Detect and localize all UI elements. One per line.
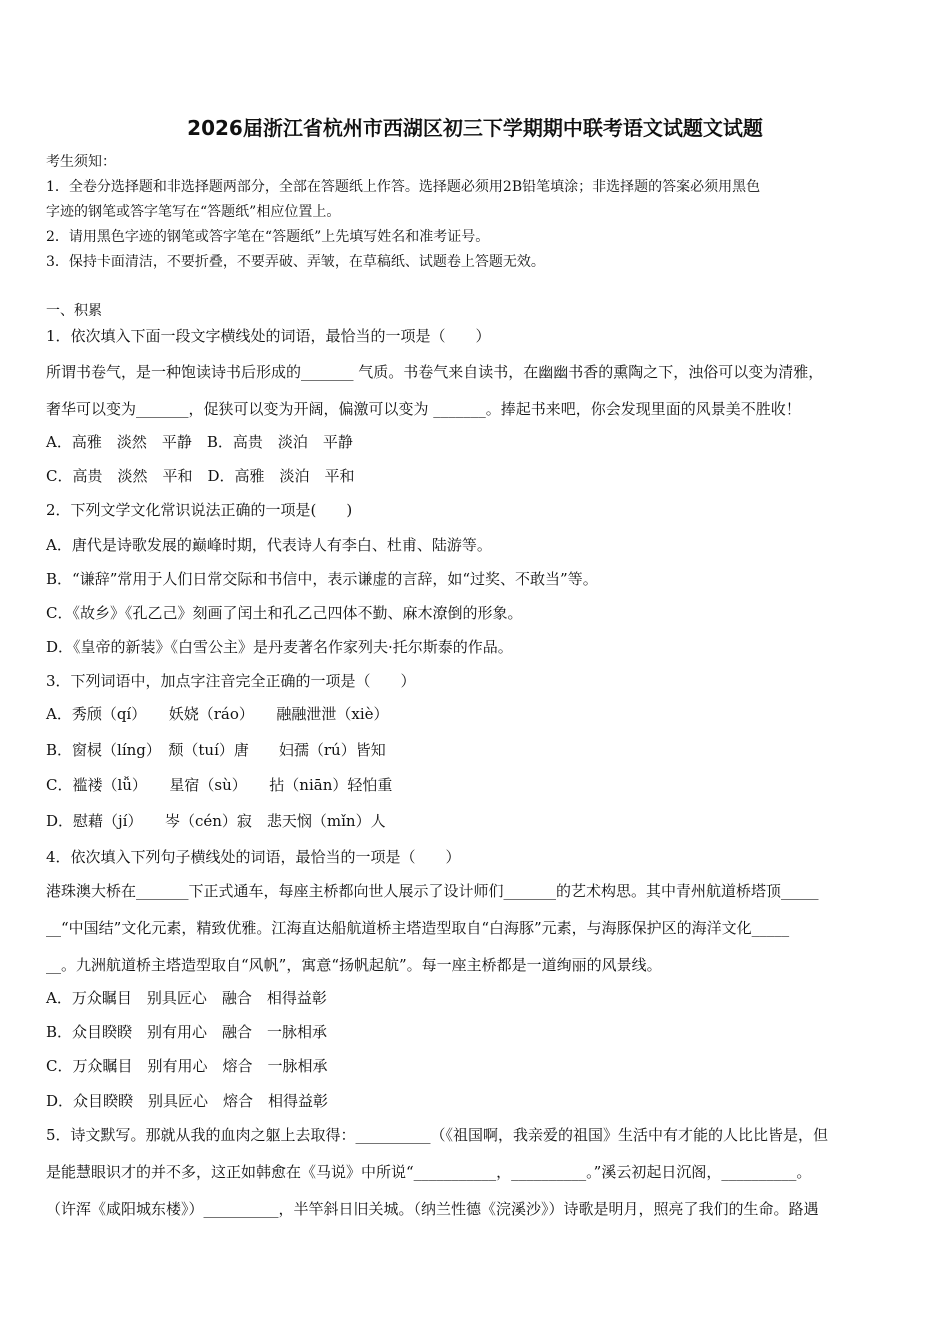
question-4-option-c: C．万众瞩目 别有用心 熔合 一脉相承 bbox=[46, 1057, 328, 1075]
question-5-text: 5．诗文默写。那就从我的血肉之躯上去取得：__________（《祖国啊，我亲爱的祖国》生活中有才能的人比比皆是，但 bbox=[46, 1126, 829, 1144]
question-5-text: 是能慧眼识才的并不多，这正如韩愈在《马说》中所说“___________，__________。”溪云初起日沉阁，__________。 bbox=[46, 1163, 812, 1181]
question-2-option-b: B．“谦辞”常用于人们日常交际和书信中，表示谦虚的言辞，如“过奖、不敢当”等。 bbox=[46, 570, 598, 588]
question-4-option-d: D．众目睽睽 别具匠心 熔合 相得益彰 bbox=[46, 1092, 329, 1110]
question-2-option-a: A．唐代是诗歌发展的巅峰时期，代表诗人有李白、杜甫、陆游等。 bbox=[46, 536, 492, 554]
question-4-option-a: A．万众瞩目 别具匠心 融合 相得益彰 bbox=[46, 989, 327, 1007]
question-2-option-d: D．《皇帝的新装》《白雪公主》是丹麦著名作家列夫·托尔斯泰的作品。 bbox=[46, 638, 513, 656]
question-4-passage: __。九洲航道桥主塔造型取自“风帆”，寓意“扬帆起航”。每一座主桥都是一道绚丽的风景线。 bbox=[46, 956, 662, 974]
section-heading: 一、积累 bbox=[46, 303, 102, 319]
question-1-passage: 奢华可以变为_______，促狭可以变为开阔，偏激可以变为 _______。捧起书来吧，你会发现里面的风景美不胜收！ bbox=[46, 400, 801, 418]
question-1-options: C．高贵 淡然 平和 D．高雅 淡泊 平和 bbox=[46, 467, 355, 485]
question-3-option-c: C．褴褛（lǚ） 星宿（sù） 拈（niān）轻怕重 bbox=[46, 776, 393, 794]
notice-item: 2．请用黑色字迹的钢笔或答字笔在“答题纸”上先填写姓名和准考证号。 bbox=[46, 229, 490, 245]
question-4-passage: __“中国结”文化元素，精致优雅。江海直达船航道桥主塔造型取自“白海豚”元素，与海豚保护区的海洋文化_____ bbox=[46, 919, 790, 937]
notice-item: 字迹的钢笔或答字笔写在“答题纸”相应位置上。 bbox=[46, 204, 341, 220]
notice-heading: 考生须知： bbox=[46, 154, 116, 170]
question-2-stem: 2．下列文学文化常识说法正确的一项是( ) bbox=[46, 501, 353, 519]
question-3-stem: 3．下列词语中，加点字注音完全正确的一项是（ ） bbox=[46, 672, 416, 690]
question-1-options: A．高雅 淡然 平静 B．高贵 淡泊 平静 bbox=[46, 433, 353, 451]
question-2-option-c: C．《故乡》《孔乙己》刻画了闰土和孔乙己四体不勤、麻木潦倒的形象。 bbox=[46, 604, 523, 622]
question-1-passage: 所谓书卷气，是一种饱读诗书后形成的_______ 气质。书卷气来自读书，在幽幽书香的熏陶之下，浊俗可以变为清雅， bbox=[46, 363, 824, 381]
question-3-option-d: D．慰藉（jí） 岑（cén）寂 悲天悯（mǐn）人 bbox=[46, 812, 386, 830]
question-4-passage: 港珠澳大桥在_______下正式通车，每座主桥都向世人展示了设计师们_______的艺术构思。其中青州航道桥塔顶_____ bbox=[46, 882, 819, 900]
question-4-option-b: B．众目睽睽 别有用心 融合 一脉相承 bbox=[46, 1023, 328, 1041]
page-title: 2026届浙江省杭州市西湖区初三下学期期中联考语文试题文试题 bbox=[187, 116, 763, 140]
question-3-option-a: A．秀颀（qí） 妖娆（ráo） 融融泄泄（xiè） bbox=[46, 705, 389, 723]
notice-item: 1．全卷分选择题和非选择题两部分，全部在答题纸上作答。选择题必须用2B铅笔填涂；非选择题的答案必须用黑色 bbox=[46, 179, 761, 195]
question-3-option-b: B．窗棂（líng） 颓（tuí）唐 妇孺（rú）皆知 bbox=[46, 741, 386, 759]
notice-item: 3．保持卡面清洁，不要折叠，不要弄破、弄皱，在草稿纸、试题卷上答题无效。 bbox=[46, 254, 545, 270]
question-5-text: （许浑《咸阳城东楼》）__________，半竿斜日旧关城。（纳兰性德《浣溪沙》）诗歌是明月，照亮了我们的生命。路遇 bbox=[46, 1200, 819, 1218]
question-4-stem: 4．依次填入下列句子横线处的词语，最恰当的一项是（ ） bbox=[46, 848, 461, 866]
question-1-stem: 1．依次填入下面一段文字横线处的词语，最恰当的一项是（ ） bbox=[46, 327, 491, 345]
